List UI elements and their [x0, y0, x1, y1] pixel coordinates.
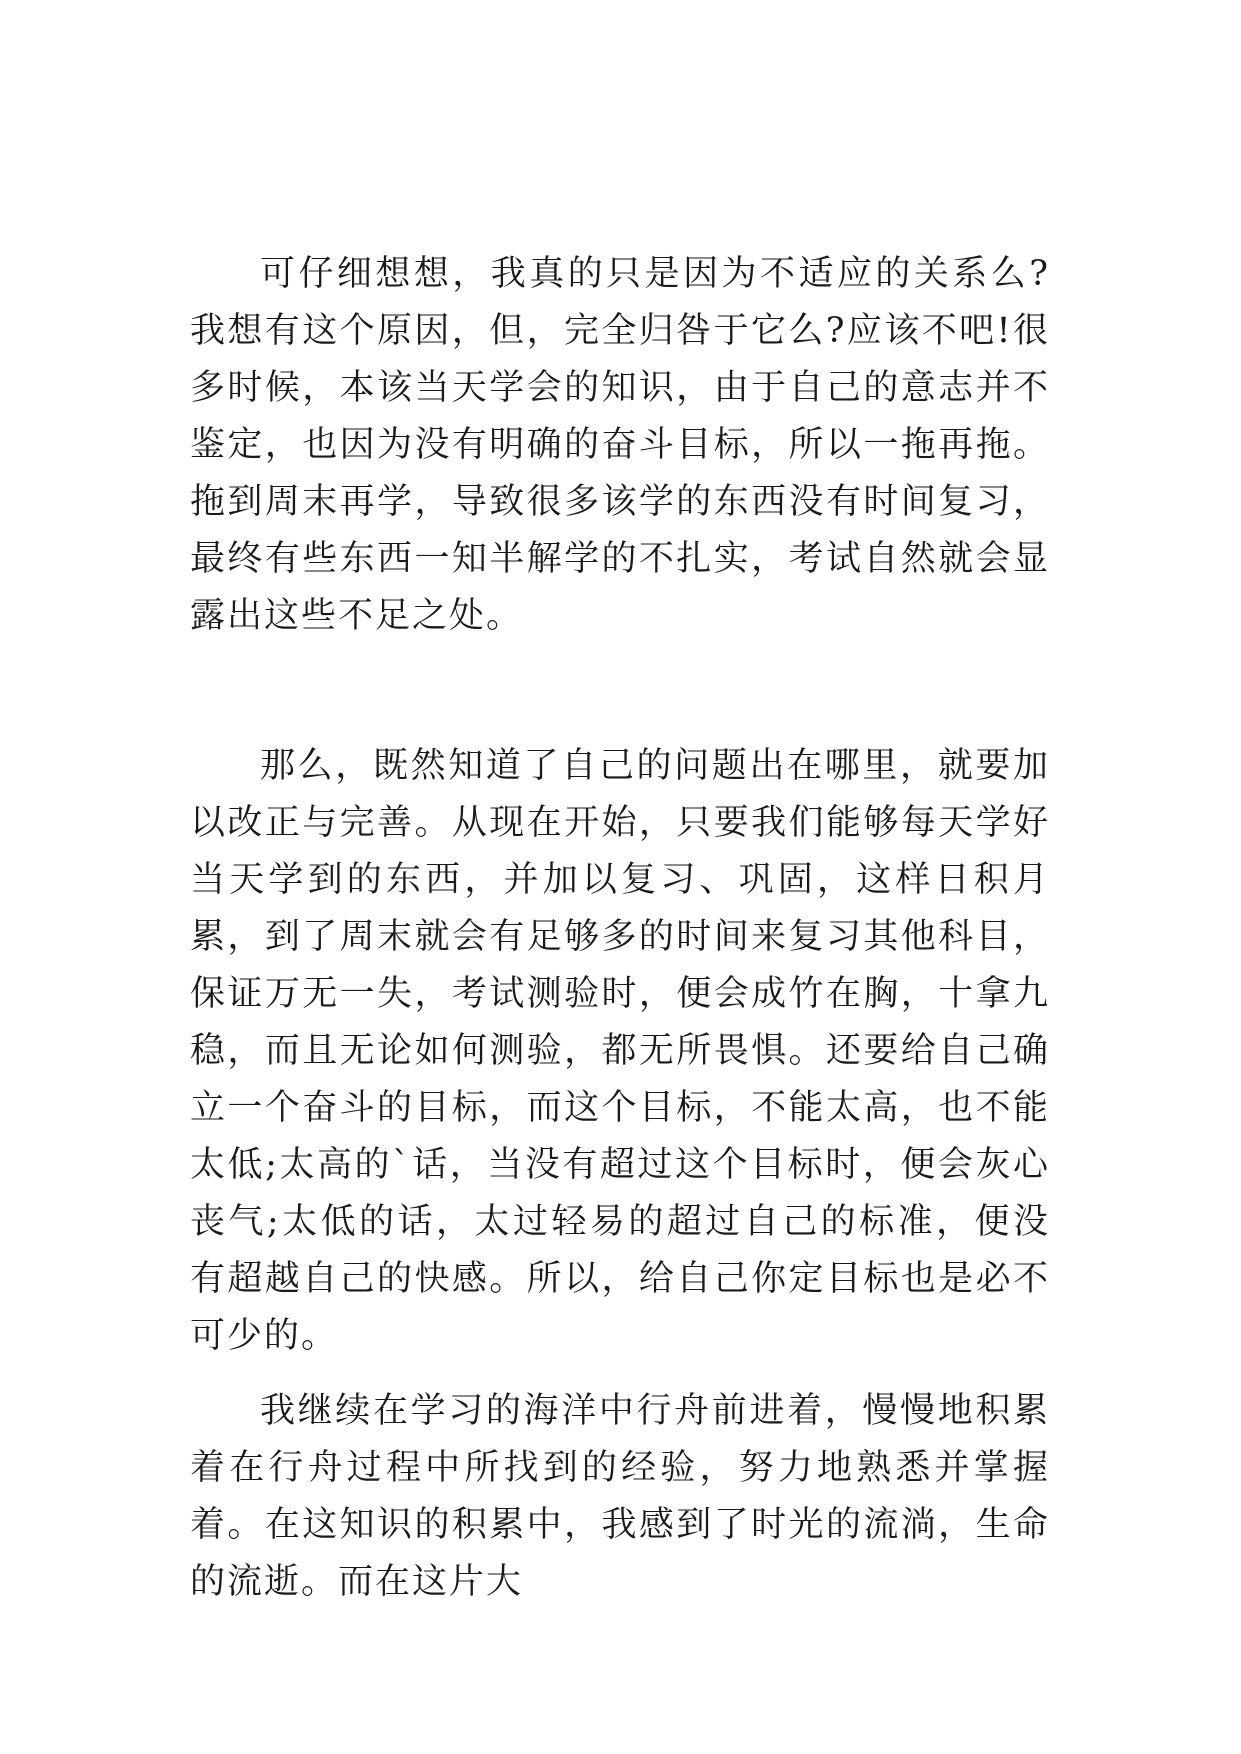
paragraph-1: 可仔细想想，我真的只是因为不适应的关系么?我想有这个原因，但，完全归咎于它么?应该不吧!很多时候，本该当天学会的知识，由于自己的意志并不鉴定，也因为没有明确的奋斗目标，所以一拖再拖。拖到周末再学，导致很多该学的东西没有时间复习，最终有些东西一知半解学的不扎实，考试自然就会显露出这些不足之处。 — [190, 254, 1050, 636]
paragraph-3: 我继续在学习的海洋中行舟前进着，慢慢地积累着在行舟过程中所找到的经验，努力地熟悉并掌握着。在这知识的积累中，我感到了时光的流淌，生命的流逝。而在这片大 — [190, 1391, 1050, 1602]
paragraph-2: 那么，既然知道了自己的问题出在哪里，就要加以改正与完善。从现在开始，只要我们能够每天学好当天学到的东西，并加以复习、巩固，这样日积月累，到了周末就会有足够多的时间来复习其他科目，保证万无一失，考试测验时，便会成竹在胸，十拿九稳，而且无论如何测验，都无所畏惧。还要给自己确立一个奋斗的目标，而这个目标，不能太高，也不能太低;太高的`话，当没有超过这个目标时，便会灰心丧气;太低的话，太过轻易的超过自己的标准，便没有超越自己的快感。所以，给自己你定目标也是必不可少的。 — [190, 746, 1050, 1356]
